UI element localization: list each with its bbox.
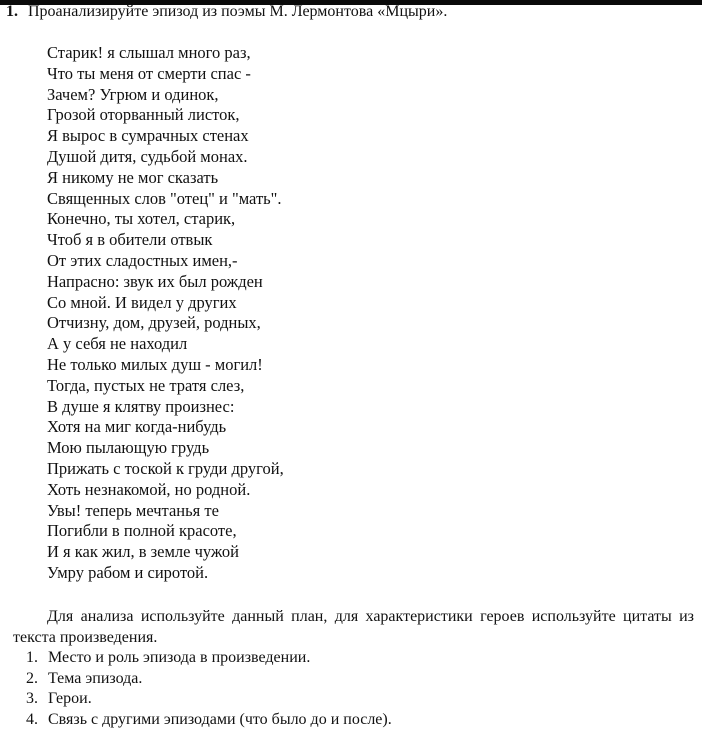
plan-item	[26, 648, 392, 669]
analysis-plan	[26, 648, 392, 730]
poem-line: Что ты меня от смерти спас -	[47, 63, 251, 83]
task-number: 1.	[6, 3, 18, 20]
poem-line: И я как жил, в земле чужой	[47, 542, 239, 562]
poem-line: Старик! я слышал много раз,	[47, 43, 251, 62]
poem-line: Прижать с тоской к груди другой,	[47, 458, 284, 478]
plan-item-number: 2.	[26, 669, 38, 687]
plan-item-text: Тема эпизода.	[48, 669, 143, 687]
poem-line: Священных слов "отец" и "мать".	[47, 188, 282, 208]
task-title: Проанализируйте эпизод из поэмы М. Лермонтова «Мцыри».	[28, 3, 448, 20]
poem-line: Увы! теперь мечтанья те	[47, 500, 219, 520]
poem-line: Отчизну, дом, друзей, родных,	[47, 313, 261, 333]
poem-line: Я никому не мог сказать	[47, 167, 219, 187]
plan-item-number: 1.	[26, 649, 38, 666]
poem-line: От этих сладостных имен,-	[47, 250, 238, 270]
poem-excerpt	[47, 43, 284, 584]
poem-line: Со мной. И видел у других	[47, 292, 237, 312]
poem-line: Душой дитя, судьбой монах.	[47, 146, 248, 166]
plan-item-text: Место и роль эпизода в произведении.	[48, 649, 311, 666]
plan-item-text: Связь с другими эпизодами (что было до и после).	[48, 710, 392, 728]
poem-line: А у себя не находил	[47, 334, 188, 354]
poem-line: Хоть незнакомой, но родной.	[47, 479, 251, 499]
plan-item-number: 4.	[26, 710, 38, 728]
plan-item	[26, 689, 392, 710]
poem-line: Мою пылающую грудь	[47, 438, 210, 458]
plan-item	[26, 669, 392, 690]
instruction-text: Для анализа используйте данный план, для характеристики героев используйте цитаты из текста произведения.	[13, 608, 694, 646]
poem-line: Не только милых душ - могил!	[47, 354, 263, 374]
plan-item-number: 3.	[26, 690, 38, 707]
poem-line: Грозой оторванный листок,	[47, 105, 240, 125]
poem-line: В душе я клятву произнес:	[47, 396, 235, 416]
poem-line: Погибли в полной красоте,	[47, 521, 237, 541]
plan-item-text: Герои.	[48, 690, 92, 707]
poem-line: Тогда, пустых не тратя слез,	[47, 375, 245, 395]
poem-line: Я вырос в сумрачных стенах	[47, 126, 249, 146]
poem-line: Умру рабом и сиротой.	[47, 562, 209, 582]
task-heading	[6, 2, 447, 22]
poem-line: Чтоб я в обители отвык	[47, 230, 213, 250]
poem-line: Зачем? Угрюм и одинок,	[47, 84, 219, 104]
plan-item	[26, 710, 392, 731]
poem-line: Напрасно: звук их был рожден	[47, 271, 263, 291]
poem-line: Хотя на миг когда-нибудь	[47, 417, 227, 437]
poem-line: Конечно, ты хотел, старик,	[47, 209, 236, 229]
